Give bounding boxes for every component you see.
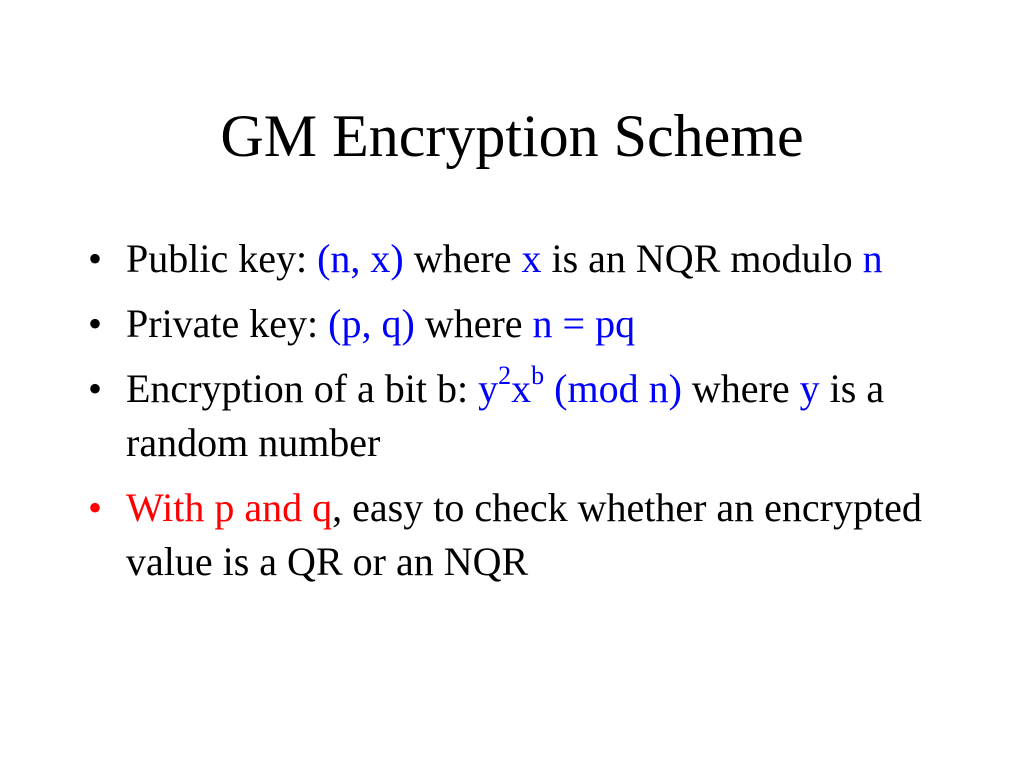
emphasis-text: With p and q — [126, 485, 333, 530]
bullet-marker: • — [88, 366, 103, 411]
bullet-marker: • — [88, 236, 103, 281]
bullet-text: Public key: — [126, 236, 318, 281]
bullet-text: where — [403, 236, 522, 281]
slide-title: GM Encryption Scheme — [220, 103, 804, 169]
bullet-text: is a random number — [126, 366, 885, 465]
formula-base-x: x — [511, 366, 532, 411]
bullet-marker: • — [88, 301, 103, 346]
bullet-public-key — [84, 232, 954, 286]
bullet-list — [84, 232, 954, 600]
formula-exponent-b: b — [531, 360, 545, 390]
bullet-text: where — [414, 301, 533, 346]
variable-x: x — [521, 236, 542, 281]
bullet-text: is an NQR modulo — [541, 236, 863, 281]
formula-mod-n: (mod n) — [544, 366, 682, 411]
modulus-equation: n = pq — [532, 301, 636, 346]
variable-n: n — [862, 236, 883, 281]
bullet-check-qr — [84, 481, 954, 589]
bullet-encryption — [84, 362, 954, 470]
formula-exponent-2: 2 — [498, 360, 512, 390]
bullet-text: Encryption of a bit b: — [126, 366, 479, 411]
formula-base-y: y — [478, 366, 499, 411]
private-key-value: (p, q) — [328, 301, 415, 346]
bullet-marker: • — [88, 485, 103, 530]
bullet-text: , easy to check whether an encrypted value is a QR or an NQR — [126, 485, 922, 584]
bullet-text: Private key: — [126, 301, 329, 346]
bullet-text: where — [681, 366, 800, 411]
variable-y: y — [799, 366, 820, 411]
public-key-value: (n, x) — [317, 236, 404, 281]
bullet-private-key — [84, 297, 954, 351]
